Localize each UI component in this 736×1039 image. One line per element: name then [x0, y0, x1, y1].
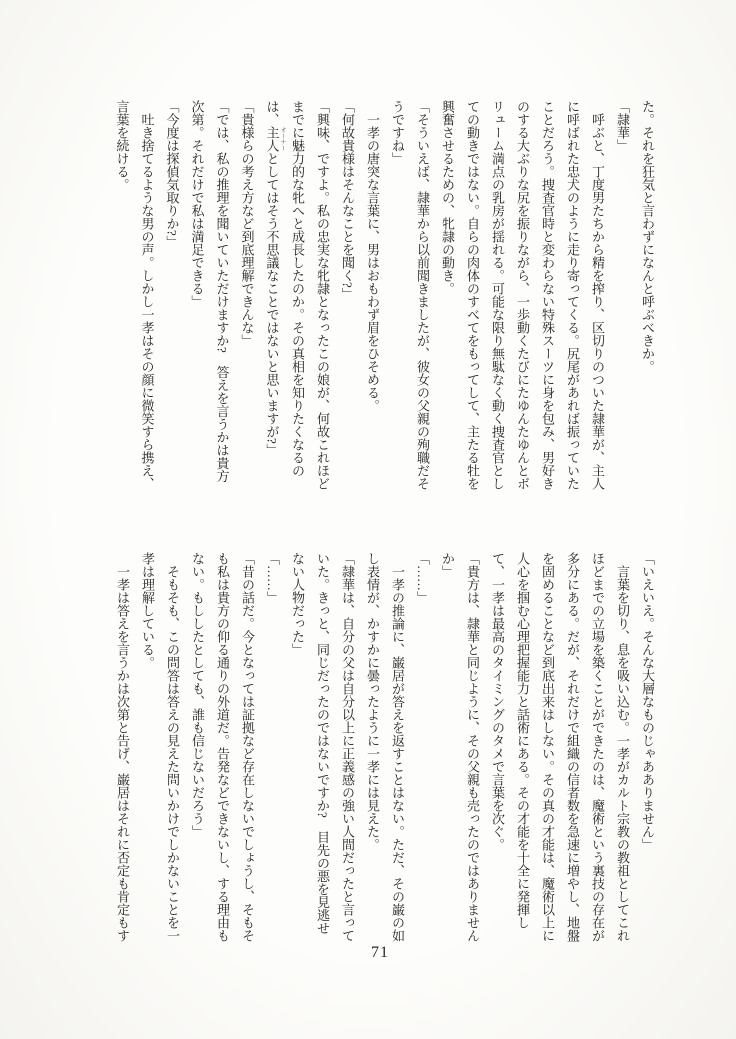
text-line: て、一孝は最高のタイミングのタメで言葉を次ぐ。 — [490, 552, 505, 851]
text-line: 「いえいえ。そんな大層なものじゃあありません」 — [640, 552, 655, 851]
text-line: 「隷華」 — [615, 100, 630, 152]
text-line: ほどまでの立場を築くことができたのは、魔術という裏技の存在が — [590, 552, 605, 942]
text-line: 一孝の推論に、巌居が答えを返すことはない。ただ、その巌の如 — [390, 552, 405, 942]
text-line: 「昔の話だ。今となっては証拠など存在しないでしょうし、そもそ — [240, 552, 255, 942]
text-line: 一孝の唐突な言葉に、男はおもわず眉をひそめる。 — [365, 100, 380, 412]
text-line: 一孝は答えを言うかは次第と告げ、巌居はそれに否定も肯定もす — [115, 552, 130, 942]
text-line: 「今度は探偵気取りか?」 — [164, 100, 180, 249]
text-line: に呼ばれた忠犬のように走り寄ってくる。尻尾があれば振っていた — [565, 100, 580, 490]
text-line: 「貴様らの考え方など到底理解できんな」 — [239, 100, 255, 347]
text-line: 「何故貴様はそんなことを聞く?」 — [340, 100, 355, 301]
page-footer — [0, 944, 736, 962]
text-line: そもそも、この問答は答えの見えた問いかけでしかないことを一 — [165, 552, 180, 942]
text-line: 「興味、ですよ。私の忠実な牝隷となったこの娘が、何故これほど — [315, 100, 330, 490]
text-line: 言葉を切り、息を吸い込む。一孝がカルト宗教の教祖としてこれ — [615, 552, 630, 942]
text-line: ての動きではない。自らの肉体のすべてをもってして、主たる牡を — [465, 100, 480, 490]
text-line: リューム満点の乳房が揺れる。可能な限り無駄なく動く捜査官とし — [490, 100, 505, 490]
text-line: は、主人 オーナーとしてはそう不思議なことではないと思いますが?」 — [264, 100, 285, 457]
text-line: ない。もししたとしても、誰も信じないだろう」 — [190, 552, 205, 838]
text-line: 「では、私の推理を聞いていただけますか? 答えを言うかは貴方 — [214, 100, 230, 483]
text-line: 次第。それだけで私は満足できる」 — [189, 100, 205, 308]
text-line: いた。きっと、同じだったのではないですか? 目先の悪を見逃せ — [315, 552, 330, 935]
text-line: か」 — [440, 552, 455, 578]
text-line: 「隷華は、自分の父は自分以上に正義感の強い人間だったと言って — [340, 552, 355, 942]
text-block-bottom — [110, 552, 660, 946]
text-line: た。それを狂気と言わずになんと呼ぶべきか。 — [640, 100, 655, 373]
text-line: ない人物だった」 — [290, 552, 305, 656]
text-line: 「……」 — [265, 552, 280, 604]
text-line: 呼ぶと、丁度男たちから精を搾り、区切りのついた隷華が、主人 — [590, 100, 605, 490]
text-block-top — [110, 100, 661, 494]
text-line: うですね」 — [390, 100, 405, 165]
text-line: のする大ぶりな尻を振りながら、一歩動くたびにたゆんたゆんとボ — [515, 100, 530, 490]
text-line: も私は貴方の仰る通りの外道だ。告発などできないし、する理由も — [215, 552, 230, 942]
text-line: 「そういえば、隷華から以前聞きましたが、彼女の父親の殉職だそ — [415, 100, 430, 490]
text-line: 「……」 — [415, 552, 430, 604]
text-line: 多分にある。だが、それだけで組織の信者数を急速に増やし、地盤 — [565, 552, 580, 942]
page-number: 71 — [371, 944, 389, 961]
text-line: 興奮させるための、牝隷の動き。 — [440, 100, 455, 295]
text-line: 人心を掴む心理把握能力と話術にある。その才能を十全に発揮し — [515, 552, 530, 929]
ruby-annotated-word: 主人 オーナー — [264, 126, 285, 152]
text-line: 「貴方は、隷華と同じように、その父親も売ったのではありません — [465, 552, 480, 942]
text-line: し表情が、かすかに曇ったように一孝には見えた。 — [365, 552, 380, 851]
text-line: ことだろう。捜査官時と変わらない特殊スーツに身を包み、男好き — [540, 100, 555, 490]
text-line: までに魅力的な牝へと成長したのか。その真相を知りたくなるの — [290, 100, 305, 477]
text-line: 孝は理解している。 — [140, 552, 155, 669]
text-line: を固めることなど到底出来はしない。その真の才能は、魔術以上に — [540, 552, 555, 942]
text-line: 言葉を続ける。 — [114, 100, 130, 191]
text-line: 吐き捨てるような男の声。しかし一孝はその顔に微笑すら携え、 — [139, 100, 155, 490]
